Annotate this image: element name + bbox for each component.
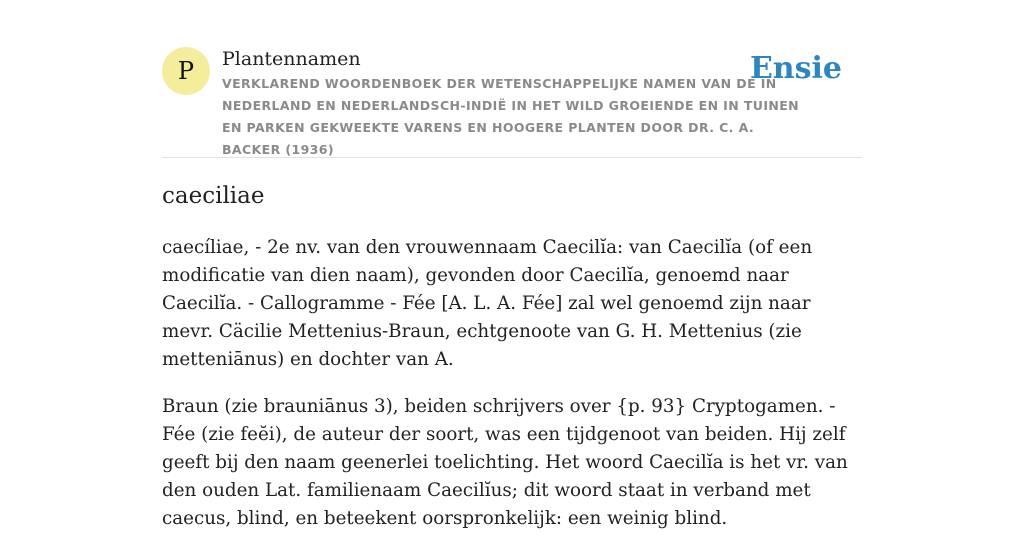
book-title[interactable]: Plantennamen [222, 48, 361, 70]
book-avatar[interactable]: P [162, 47, 210, 95]
entry-paragraph: caecíliae, - 2e nv. van den vrouwennaam Caecilĭa: van Caecilĭa (of een modificatie van dien naam), gevonden door Caecilĭa, genoemd naar Caecilĭa. - Callogramme - Fée [A. L. A. Fée] zal wel genoemd zijn naar mevr. Cäcilie Mettenius-Braun, echtgenoote van G. H. Mettenius (zie metteniānus) en dochter van A. [162, 237, 813, 370]
header-divider [162, 157, 862, 158]
entry-paragraph: Braun (zie brauniānus 3), beiden schrijvers over {p. 93} Cryptogamen. - Fée (zie feĕi), de auteur der soort, was een tijdgenoot van beiden. Hij zelf geeft bij den naam geenerlei toelichting. Het woord Caecilĭa is het vr. van den ouden Lat. familienaam Caecilĭus; dit woord staat in verband met caecus, blind, en beteekent oorspronkelijk: een weinig blind. [162, 396, 848, 529]
book-subtitle: VERKLAREND WOORDENBOEK DER WETENSCHAPPELIJKE NAMEN VAN DE IN NEDERLAND EN NEDERLANDSCH-INDIË IN HET WILD GROEIENDE EN IN TUINEN EN PARKEN GEKWEEKTE VARENS EN HOOGERE PLANTEN DOOR DR. C. A. BACKER (1936) [222, 76, 800, 157]
ensie-logo-link[interactable]: Ensie [749, 51, 842, 86]
entry-title: caeciliae [162, 183, 265, 209]
book-header [162, 47, 862, 157]
entry-body [162, 234, 862, 552]
